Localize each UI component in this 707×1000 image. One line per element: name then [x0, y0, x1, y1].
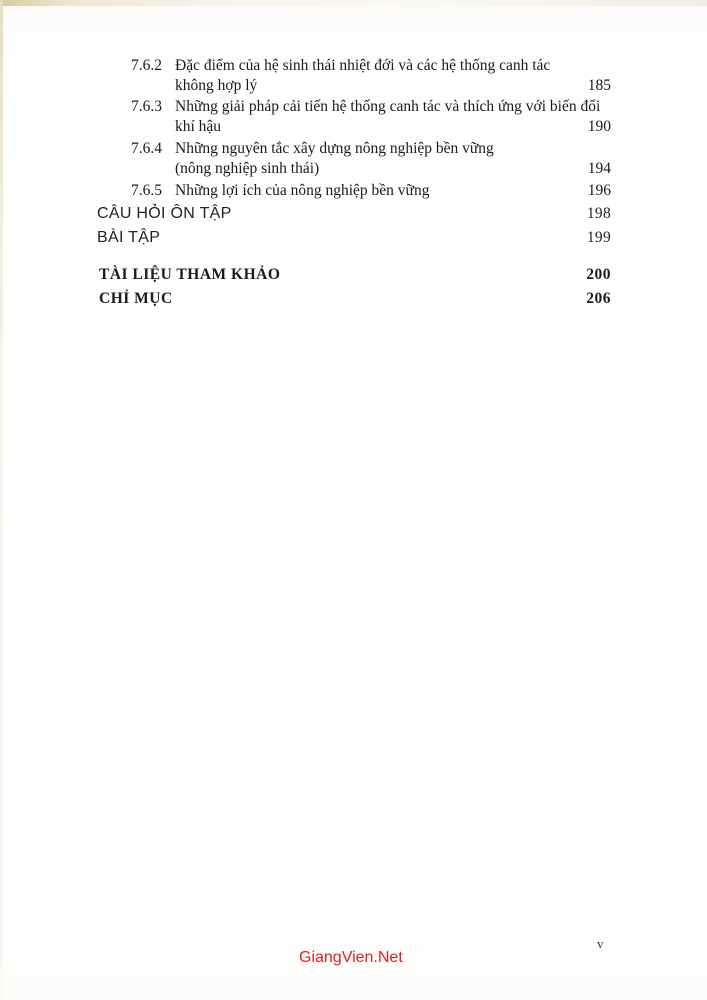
- toc-entry-number: 7.6.2: [131, 57, 162, 74]
- toc-heading-exercises: [97, 228, 611, 248]
- toc-entry-title: [171, 139, 611, 179]
- toc-entry-page: 185: [587, 77, 611, 94]
- toc-references: [99, 265, 611, 285]
- toc-entry-page: 190: [587, 118, 611, 135]
- toc-entry-number: 7.6.4: [131, 140, 162, 157]
- toc-entry-title-line2: (nông nghiệp sinh thái): [175, 160, 320, 177]
- watermark-link[interactable]: GiangVien.Net: [299, 949, 403, 966]
- toc-entry-number: 7.6.3: [131, 98, 162, 115]
- page-folio: v: [597, 936, 604, 951]
- page-top-edge: [0, 0, 707, 6]
- toc-entry-7-6-2: [131, 56, 611, 96]
- toc-entry-title-line1: Đặc điểm của hệ sinh thái nhiệt đới và các hệ thống canh tác: [175, 57, 551, 74]
- toc-entry-title: Những lợi ích của nông nghiệp bền vững: [175, 182, 430, 199]
- toc-heading-review-questions: [97, 204, 611, 224]
- toc-entry-title-line1: Những nguyên tắc xây dựng nông nghiệp bền vững: [175, 140, 494, 157]
- toc-entry-title-line2: không hợp lý: [175, 77, 258, 94]
- toc-entry-title: [171, 97, 611, 137]
- toc-entry-page: 196: [587, 182, 611, 199]
- toc-back-matter-label: CHỈ MỤC: [99, 290, 173, 307]
- toc-heading-page: 198: [586, 205, 611, 222]
- toc-heading-page: 199: [586, 229, 611, 246]
- toc-back-matter-label: TÀI LIỆU THAM KHẢO: [99, 266, 281, 283]
- toc-entry-title-line2: khí hậu: [175, 118, 222, 135]
- toc-entry-7-6-4: [131, 139, 611, 179]
- toc-back-matter-page: 206: [586, 290, 611, 307]
- toc-entry-page: 194: [587, 160, 611, 177]
- toc-index: [99, 289, 611, 309]
- toc-heading-label: CÂU HỎI ÔN TẬP: [97, 205, 232, 222]
- toc-entry-7-6-5: [131, 181, 611, 201]
- toc-entry-title: [171, 56, 611, 96]
- page-left-edge: [0, 0, 3, 1000]
- toc-back-matter-page: 200: [586, 266, 611, 283]
- toc-heading-label: BÀI TẬP: [97, 229, 161, 246]
- toc-entry-title-line1: Những giải pháp cải tiến hệ thống canh tác và thích ứng với biến đổi: [175, 98, 601, 115]
- toc-entry-7-6-3: [131, 97, 611, 137]
- toc-entry-number: 7.6.5: [131, 182, 162, 199]
